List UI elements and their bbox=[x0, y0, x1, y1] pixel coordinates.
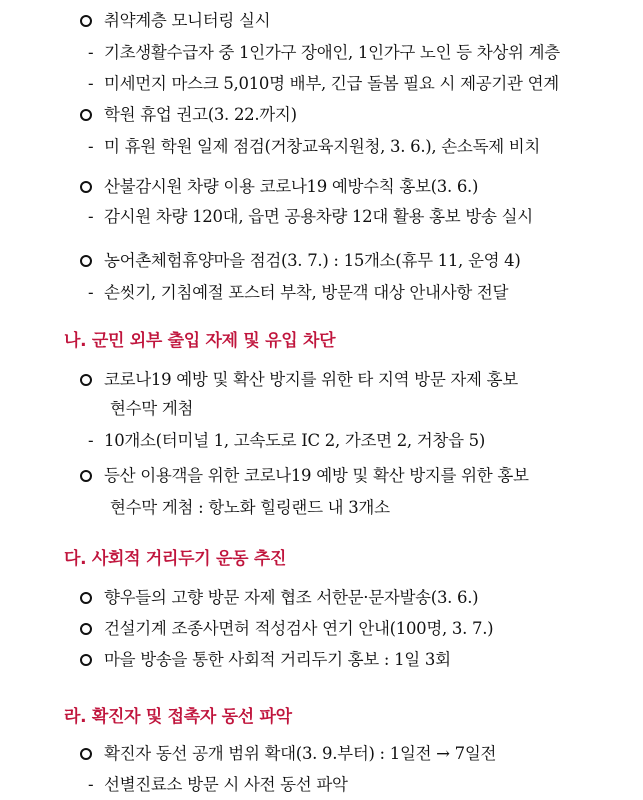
dash-marker: - bbox=[88, 137, 94, 156]
bullet-item bbox=[80, 10, 270, 32]
bullet-item bbox=[80, 369, 518, 391]
circle-bullet-icon bbox=[80, 592, 92, 604]
bullet-continuation: 현수막 게첨 : 항노화 힐링랜드 내 3개소 bbox=[110, 498, 390, 517]
bullet-item bbox=[80, 176, 478, 198]
dash-item bbox=[88, 42, 560, 64]
bullet-text: 코로나19 예방 및 확산 방지를 위한 타 지역 방문 자제 홍보 bbox=[104, 370, 518, 389]
bullet-text: 산불감시원 차량 이용 코로나19 예방수칙 홍보(3. 6.) bbox=[104, 177, 479, 196]
dash-marker: - bbox=[88, 283, 94, 302]
dash-text: 손씻기, 기침예절 포스터 부착, 방문객 대상 안내사항 전달 bbox=[104, 283, 509, 302]
dash-text: 선별진료소 방문 시 사전 동선 파악 bbox=[104, 775, 348, 794]
bullet-item bbox=[80, 587, 478, 609]
dash-marker: - bbox=[88, 431, 94, 450]
dash-text: 감시원 차량 120대, 읍면 공용차량 12대 활용 홍보 방송 실시 bbox=[104, 207, 533, 226]
circle-bullet-icon bbox=[80, 374, 92, 386]
bullet-text: 농어촌체험휴양마을 점검(3. 7.) : 15개소(휴무 11, 운영 4) bbox=[104, 251, 521, 270]
circle-bullet-icon bbox=[80, 623, 92, 635]
section-heading: 라. 확진자 및 접촉자 동선 파악 bbox=[64, 707, 292, 727]
section-heading: 다. 사회적 거리두기 운동 추진 bbox=[64, 549, 287, 569]
circle-bullet-icon bbox=[80, 654, 92, 666]
bullet-text: 취약계층 모니터링 실시 bbox=[104, 11, 271, 30]
bullet-item bbox=[80, 104, 297, 126]
circle-bullet-icon bbox=[80, 470, 92, 482]
bullet-text: 마을 방송을 통한 사회적 거리두기 홍보 : 1일 3회 bbox=[104, 650, 451, 669]
bullet-text: 향우들의 고향 방문 자제 협조 서한문·문자발송(3. 6.) bbox=[104, 588, 479, 607]
dash-text: 미세먼지 마스크 5,010명 배부, 긴급 돌봄 필요 시 제공기관 연계 bbox=[104, 74, 559, 93]
dash-marker: - bbox=[88, 207, 94, 226]
dash-marker: - bbox=[88, 775, 94, 794]
bullet-text: 건설기계 조종사면허 적성검사 연기 안내(100명, 3. 7.) bbox=[104, 619, 494, 638]
dash-item bbox=[88, 282, 508, 304]
section-heading: 나. 군민 외부 출입 자제 및 유입 차단 bbox=[64, 331, 336, 351]
dash-text: 10개소(터미널 1, 고속도로 IC 2, 가조면 2, 거창읍 5) bbox=[104, 431, 485, 450]
dash-marker: - bbox=[88, 43, 94, 62]
dash-item bbox=[88, 206, 533, 228]
bullet-item bbox=[80, 465, 529, 487]
circle-bullet-icon bbox=[80, 15, 92, 27]
bullet-text: 학원 휴업 권고(3. 22.까지) bbox=[104, 105, 297, 124]
dash-text: 기초생활수급자 중 1인가구 장애인, 1인가구 노인 등 차상위 계층 bbox=[104, 43, 560, 62]
circle-bullet-icon bbox=[80, 748, 92, 760]
dash-text: 미 휴원 학원 일제 점검(거창교육지원청, 3. 6.), 손소독제 비치 bbox=[104, 137, 541, 156]
bullet-item bbox=[80, 618, 493, 640]
bullet-text: 확진자 동선 공개 범위 확대(3. 9.부터) : 1일전 → 7일전 bbox=[104, 744, 497, 763]
bullet-text: 등산 이용객을 위한 코로나19 예방 및 확산 방지를 위한 홍보 bbox=[104, 466, 529, 485]
dash-item bbox=[88, 73, 559, 95]
dash-item bbox=[88, 430, 485, 452]
dash-marker: - bbox=[88, 74, 94, 93]
bullet-item bbox=[80, 250, 521, 272]
dash-item bbox=[88, 774, 348, 796]
circle-bullet-icon bbox=[80, 181, 92, 193]
bullet-item bbox=[80, 743, 496, 765]
circle-bullet-icon bbox=[80, 109, 92, 121]
bullet-continuation: 현수막 게첨 bbox=[110, 399, 194, 418]
bullet-item bbox=[80, 649, 451, 671]
circle-bullet-icon bbox=[80, 255, 92, 267]
dash-item bbox=[88, 136, 540, 158]
